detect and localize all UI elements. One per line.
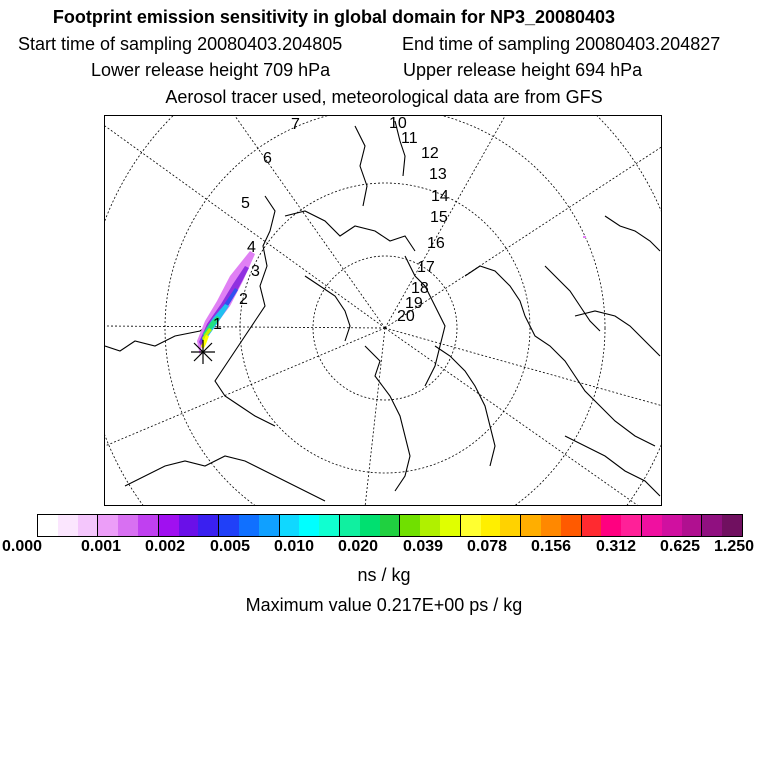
colorbar-swatch	[98, 515, 118, 536]
traj-label-10: 10	[389, 116, 407, 132]
colorbar-swatch	[541, 515, 561, 536]
colorbar-swatch	[702, 515, 722, 536]
colorbar-swatch	[621, 515, 642, 536]
colorbar-swatch	[400, 515, 420, 536]
colorbar-swatch	[642, 515, 662, 536]
lower-release-label: Lower release height 709 hPa	[91, 60, 331, 80]
colorbar	[37, 514, 743, 537]
traj-label-12: 12	[421, 145, 439, 162]
colorbar-swatch	[682, 515, 703, 536]
lat-lon-grid	[105, 116, 662, 506]
traj-label-20: 20	[397, 308, 415, 325]
colorbar-swatch	[380, 515, 401, 536]
colorbar-swatch	[481, 515, 501, 536]
colorbar-tick-8: 0.156	[530, 538, 572, 555]
colorbar-swatch	[219, 515, 239, 536]
traj-label-13: 13	[429, 166, 447, 183]
start-time-label: Start time of sampling 20080403.204805	[18, 34, 343, 54]
colorbar-swatch	[521, 515, 541, 536]
colorbar-swatch	[280, 515, 300, 536]
release-site-asterisk	[191, 340, 215, 364]
traj-label-6: 6	[263, 150, 272, 167]
colorbar-tick-3: 0.005	[209, 538, 251, 555]
polar-map	[105, 116, 662, 506]
traj-label-3: 3	[251, 263, 260, 280]
traj-label-5: 5	[241, 195, 250, 212]
colorbar-swatch	[198, 515, 219, 536]
colorbar-tick-4: 0.010	[273, 538, 315, 555]
tracer-note: Aerosol tracer used, meteorological data are from GFS	[165, 87, 603, 107]
coastlines	[105, 121, 660, 501]
colorbar-tick-9: 0.312	[595, 538, 637, 555]
colorbar-swatch	[601, 515, 621, 536]
traj-label-2: 2	[239, 291, 248, 308]
traj-label-7: 7	[291, 116, 300, 133]
maximum-value-label: Maximum value 0.217E+00 ps / kg	[245, 595, 523, 615]
colorbar-swatch	[420, 515, 440, 536]
colorbar-swatch	[722, 515, 742, 536]
end-time-label: End time of sampling 20080403.204827	[402, 34, 721, 54]
plot-title: Footprint emission sensitivity in global domain for NP3_20080403	[52, 7, 616, 27]
traj-label-14: 14	[431, 188, 449, 205]
colorbar-swatch	[360, 515, 380, 536]
colorbar-tick-7: 0.078	[466, 538, 508, 555]
colorbar-swatch	[239, 515, 259, 536]
colorbar-tick-1: 0.001	[80, 538, 122, 555]
traj-label-17: 17	[417, 259, 435, 276]
colorbar-swatch	[561, 515, 582, 536]
traj-label-18: 18	[411, 280, 429, 297]
colorbar-tick-2: 0.002	[144, 538, 186, 555]
colorbar-swatch	[58, 515, 78, 536]
traj-label-19: 19	[405, 295, 423, 312]
colorbar-swatch	[38, 515, 58, 536]
colorbar-swatch	[299, 515, 319, 536]
traj-label-4: 4	[247, 239, 256, 256]
colorbar-swatch	[179, 515, 199, 536]
colorbar-swatch	[582, 515, 602, 536]
map-panel	[104, 115, 662, 506]
colorbar-swatch	[118, 515, 138, 536]
colorbar-swatch	[259, 515, 280, 536]
colorbar-swatch	[340, 515, 360, 536]
colorbar-tick-0: 0.000	[1, 538, 43, 555]
colorbar-swatch	[78, 515, 99, 536]
traj-label-11: 11	[401, 130, 418, 147]
colorbar-tick-11: 1.250	[713, 538, 755, 555]
trajectory-labels	[213, 116, 449, 333]
colorbar-tick-6: 0.039	[402, 538, 444, 555]
colorbar-swatch	[662, 515, 682, 536]
colorbar-swatch	[138, 515, 159, 536]
colorbar-tick-5: 0.020	[337, 538, 379, 555]
colorbar-swatch	[461, 515, 481, 536]
traj-label-15: 15	[430, 209, 448, 226]
colorbar-swatch	[440, 515, 461, 536]
traj-label-16: 16	[427, 235, 445, 252]
colorbar-swatch	[319, 515, 340, 536]
colorbar-swatch	[500, 515, 521, 536]
colorbar-swatch	[159, 515, 179, 536]
colorbar-units: ns / kg	[357, 565, 411, 585]
colorbar-tick-10: 0.625	[659, 538, 701, 555]
traj-label-1: 1	[213, 316, 222, 333]
upper-release-label: Upper release height 694 hPa	[403, 60, 643, 80]
